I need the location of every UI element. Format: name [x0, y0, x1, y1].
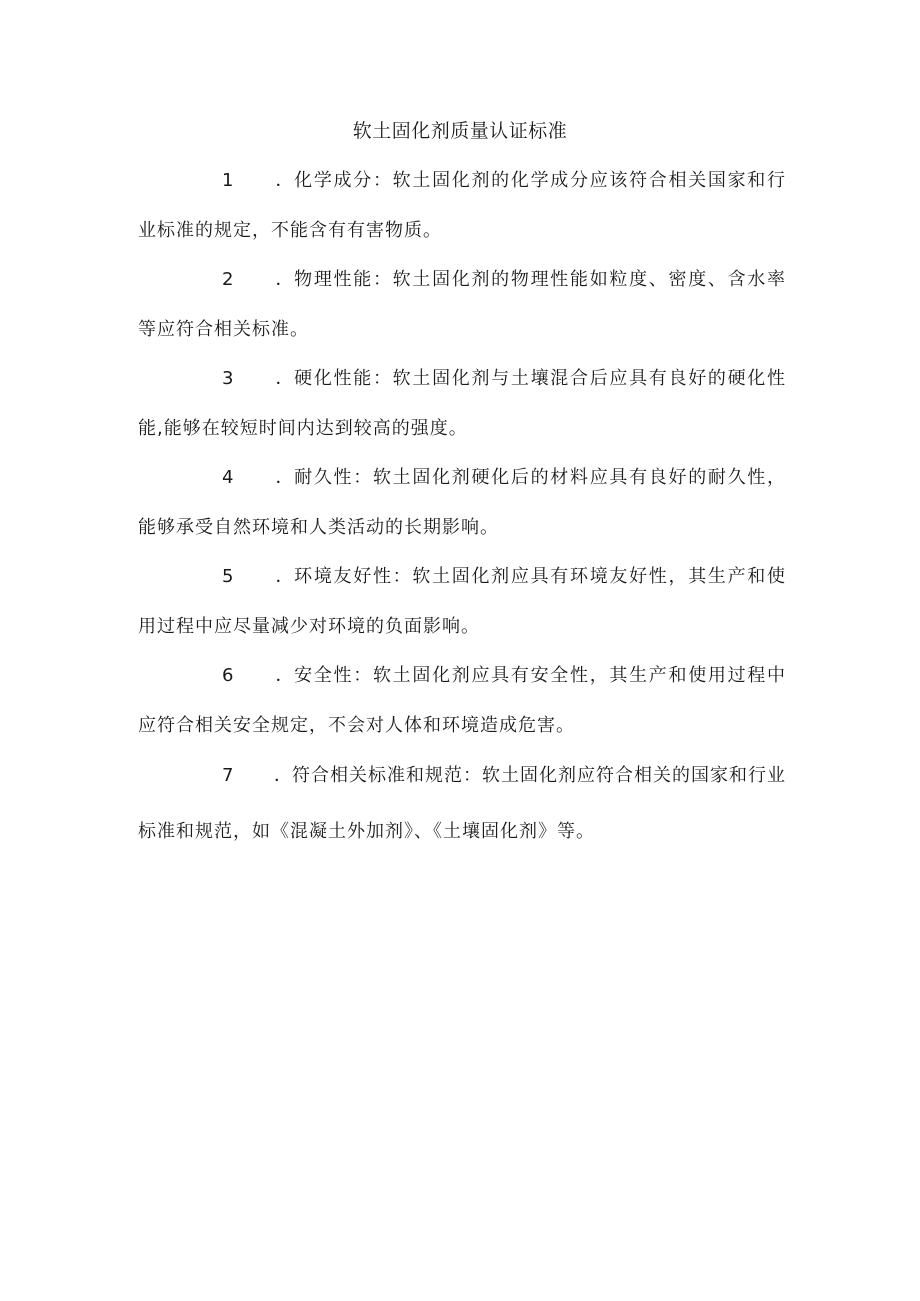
item-heading: 安全性：: [293, 665, 373, 686]
standard-item-safety: [138, 651, 786, 751]
item-separator: ．: [275, 665, 294, 686]
standard-item-chemical-composition: [138, 156, 786, 256]
item-heading: 物理性能：: [293, 269, 393, 290]
item-separator: ．: [275, 467, 294, 488]
item-separator: ．: [275, 368, 294, 389]
item-text: 软土固化剂硬化后的材料应具有良好的耐久性，能够承受自然环境和人类活动的长期影响。: [138, 467, 787, 538]
item-heading: 符合相关标准和规范：: [292, 765, 482, 786]
item-text: 软土固化剂应具有环境友好性，其生产和使用过程中应尽量减少对环境的负面影响。: [138, 566, 787, 637]
standard-item-hardening-performance: [138, 354, 786, 454]
standard-item-durability: [138, 453, 786, 553]
item-number: 4: [222, 467, 234, 488]
item-text: 软土固化剂的物理性能如粒度、密度、含水率等应符合相关标准。: [138, 269, 787, 340]
item-separator: ．: [275, 269, 294, 290]
item-heading: 化学成分：: [293, 170, 393, 191]
item-number: 6: [222, 665, 234, 686]
item-number: 2: [222, 269, 234, 290]
item-number: 1: [222, 170, 234, 191]
item-text: 软土固化剂的化学成分应该符合相关国家和行业标准的规定，不能含有有害物质。: [138, 170, 787, 241]
item-number: 3: [222, 368, 234, 389]
item-number: 7: [222, 765, 234, 786]
item-separator: ．: [275, 566, 294, 587]
standard-item-compliance: [138, 748, 786, 860]
item-text: 软土固化剂应符合相关的国家和行业标准和规范，如《混凝土外加剂》、《土壤固化剂》等。: [138, 765, 786, 842]
item-heading: 耐久性：: [293, 467, 373, 488]
standard-item-physical-properties: [138, 255, 786, 355]
item-heading: 硬化性能：: [293, 368, 393, 389]
document-title: 软土固化剂质量认证标准: [352, 120, 568, 142]
item-separator: ．: [275, 170, 294, 191]
item-heading: 环境友好性：: [293, 566, 413, 587]
item-number: 5: [222, 566, 234, 587]
item-text: 软土固化剂应具有安全性，其生产和使用过程中应符合相关安全规定，不会对人体和环境造成危害。: [138, 665, 787, 736]
item-text: 软土固化剂与土壤混合后应具有良好的硬化性能,能够在较短时间内达到较高的强度。: [138, 368, 787, 439]
item-separator: ．: [274, 765, 292, 786]
standard-item-environmental-friendliness: [138, 552, 786, 652]
